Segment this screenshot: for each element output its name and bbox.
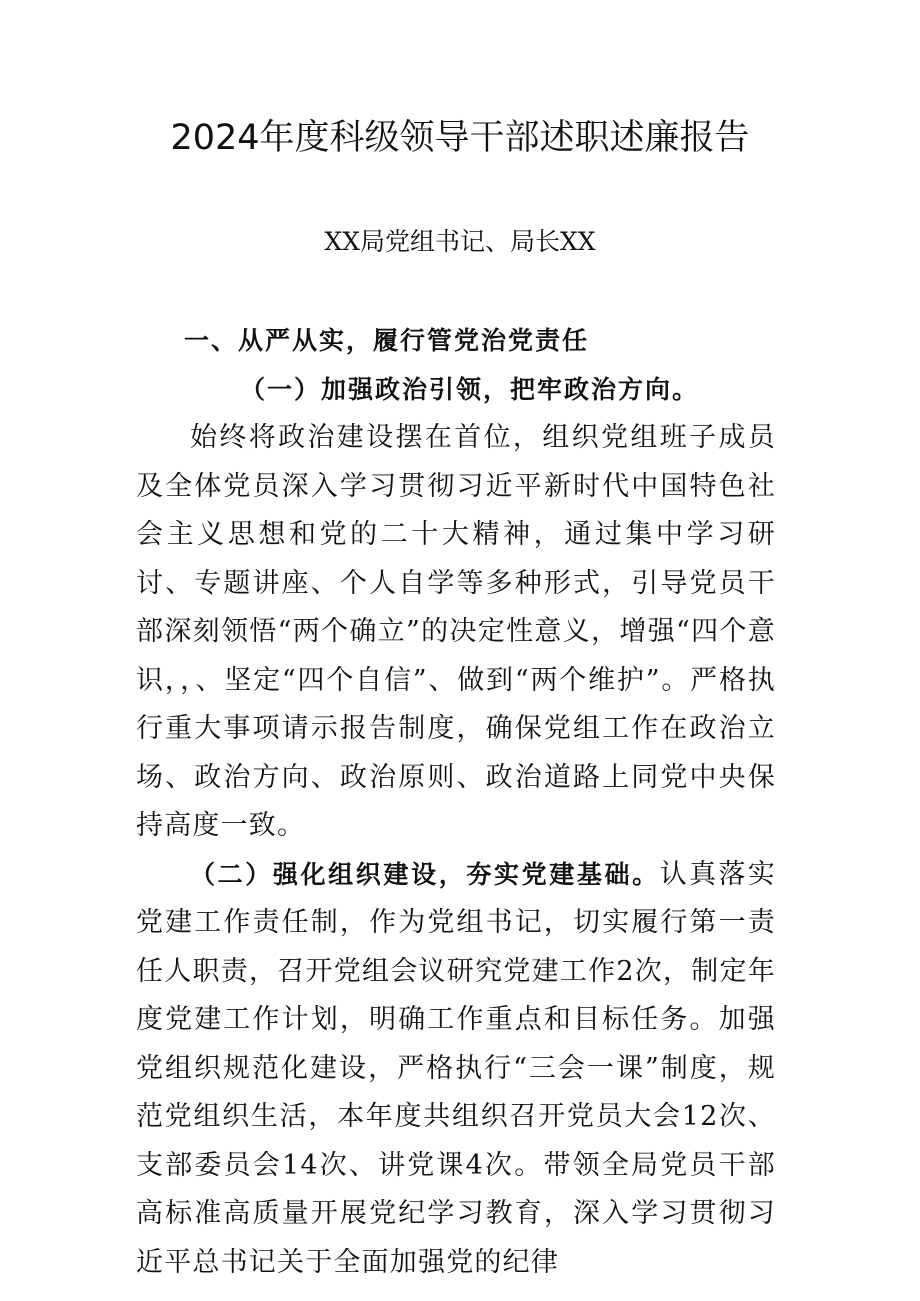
subsection-heading-2: （二）强化组织建设，夯实党建基础。 <box>190 859 660 889</box>
paragraph-1: 始终将政治建设摆在首位，组织党组班子成员及全体党员深入学习贯彻习近平新时代中国特色社会主义思想和党的二十大精神，通过集中学习研讨、专题讲座、个人自学等多种形式，引导党员干部深刻领悟“两个确立”的决定性意义，增强“四个意识，，、坚定“四个自信”、做到“两个维护”。严格执行重大事项请示报告制度，确保党组工作在政治立场、政治方向、政治原则、政治道路上同党中央保持高度一致。 <box>136 422 776 841</box>
document-title: 2024年度科级领导干部述职述廉报告 <box>170 118 750 158</box>
paragraph-2-text: 认真落实党建工作责任制，作为党组书记，切实履行第一责任人职责，召开党组会议研究党建工作2次，制定年度党建工作计划，明确工作重点和目标任务。加强党组织规范化建设，严格执行“三会一课”制度，规范党组织生活，本年度共组织召开党员大会12次、支部委员会14次、讲党课4次。带领全局党员干部高标准高质量开展党纪学习教育，深入学习贯彻习近平总书记关于全面加强党的纪律 <box>136 858 776 1278</box>
subsection-heading-1: （一）加强政治引领，把牢政治方向。 <box>240 374 700 404</box>
document-body <box>136 317 776 1287</box>
section-heading-1: 一、从严从实，履行管党治党责任 <box>184 326 590 355</box>
author-byline: XX局党组书记、局长XX <box>324 227 596 256</box>
paragraph-2 <box>136 851 776 1288</box>
